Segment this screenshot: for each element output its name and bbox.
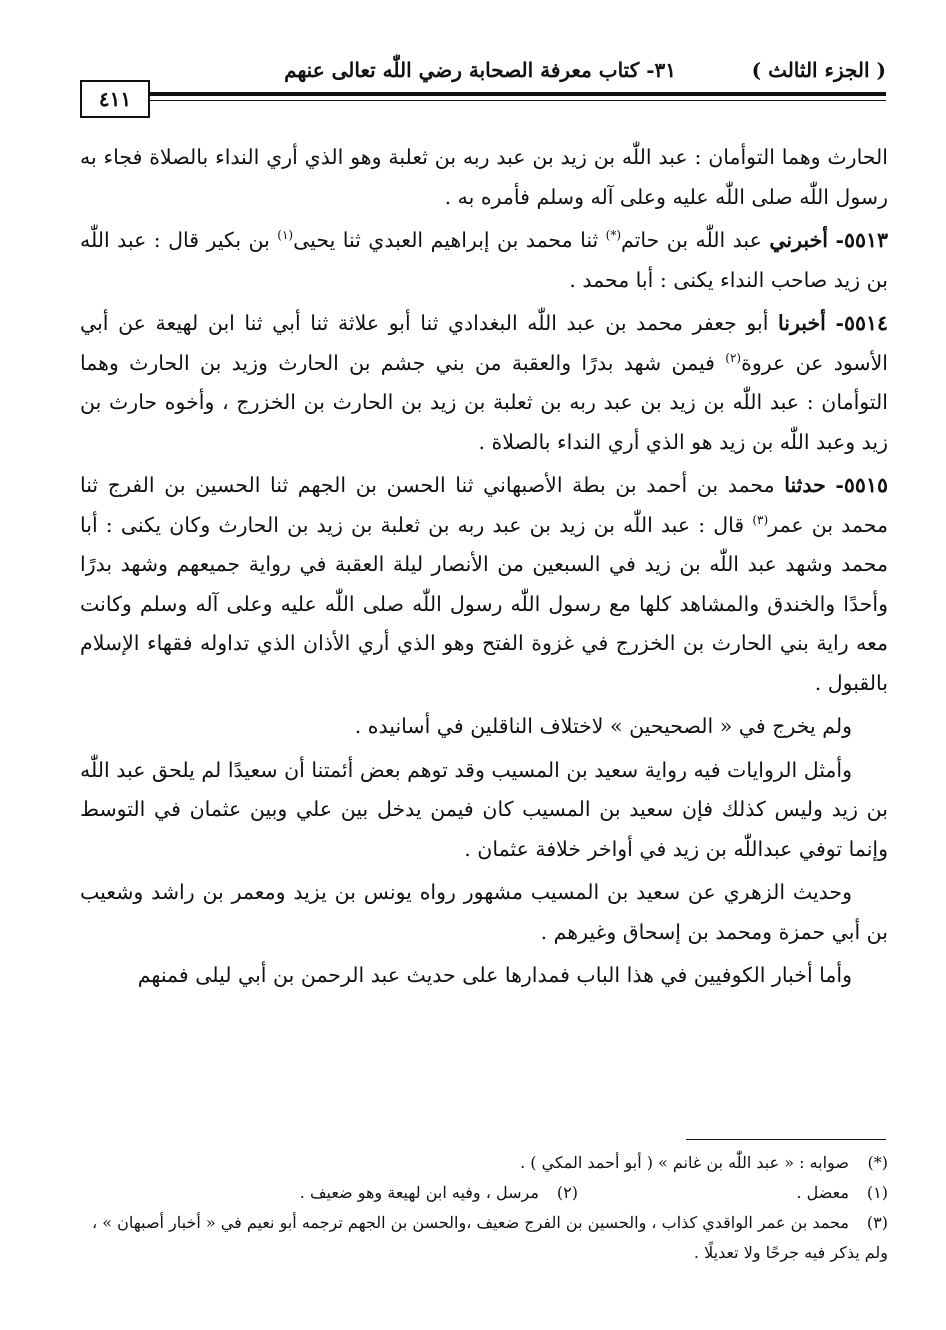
paragraph-text: وحديث الزهري عن سعيد بن المسيب مشهور رواه يونس بن يزيد ومعمر بن راشد وشعيب بن أبي حمزة ومحمد بن إسحاق وغيرهم . bbox=[80, 880, 888, 944]
footnote-ref: (٣) bbox=[752, 512, 769, 527]
footnotes bbox=[80, 1148, 888, 1268]
matn-text: فيمن شهد بدرًا والعقبة من بني جشم بن الحارث وزيد بن الحارث وهما التوأمان : عبد اللّٰه بن زيد بن عبد ربه بن ثعلبة بن زيد بن الحارث بن الخزرج ، وأخوه حارث بن زيد وعبد اللّٰه بن زيد هو الذي أري النداء بالصلاة . bbox=[80, 350, 888, 454]
chapter-title: ٣١- كتاب معرفة الصحابة رضي اللّٰه تعالى عنهم bbox=[284, 58, 676, 82]
footnote-row bbox=[80, 1178, 888, 1208]
commentary-paragraph bbox=[80, 873, 888, 952]
matn-text: بن بكير قال : عبد اللّٰه بن زيد صاحب النداء يكنى : أبا محمد . bbox=[80, 228, 888, 292]
footnote bbox=[578, 1178, 888, 1208]
isnad-text: أبو جعفر محمد بن عبد اللّٰه البغدادي ثنا أبو علاثة ثنا أبي ثنا ابن لهيعة عن أبي الأسود عن عروة bbox=[80, 311, 888, 375]
page-number: ٤١١ bbox=[80, 80, 150, 118]
hadith-5515 bbox=[80, 466, 888, 703]
paragraph-text: وأمثل الروايات فيه رواية سعيد بن المسيب وقد توهم بعض أئمتنا أن سعيدًا لم يلحق عبد اللّٰه بن زيد وليس كذلك فإن سعيد بن المسيب كان فيمن يدخل بين علي وبين عثمان في التوسط وإنما توفي عبداللّٰه بن زيد في أواخر خلافة عثمان . bbox=[80, 757, 888, 861]
footnote bbox=[80, 1148, 888, 1178]
matn-text: قال : عبد اللّٰه بن زيد بن عبد ربه بن ثعلبة بن زيد بن الحارث وكان يكنى : أبا محمد وشهد عبد اللّٰه بن زيد في السبعين من الأنصار ليلة العقبة في رواية جميعهم وشهد بدرًا وأحدًا والخندق والمشاهد كلها مع رسول اللّٰه رسول اللّٰه صلى اللّٰه عليه وعلى آله وسلم وكانت معه راية بني الحارث بن الخزرج في غزوة الفتح وهو الذي أري الأذان الذي تداوله فقهاء الإسلام بالقبول . bbox=[80, 512, 888, 695]
footnote-mark: (٣) bbox=[866, 1213, 888, 1232]
footnote-text: مرسل ، وفيه ابن لهيعة وهو ضعيف . bbox=[299, 1183, 539, 1202]
hadith-number: ٥٥١٤- bbox=[835, 311, 888, 335]
volume-title: ( الجزء الثالث ) bbox=[751, 58, 886, 82]
footnote-mark: (٢) bbox=[556, 1183, 578, 1202]
commentary-paragraph bbox=[80, 956, 888, 996]
header-rule-thick bbox=[146, 92, 886, 96]
isnad-text: محمد بن أحمد بن بطة الأصبهاني ثنا الحسن بن الجهم ثنا الحسين بن الفرج ثنا محمد بن عمر bbox=[80, 473, 888, 537]
commentary-paragraph bbox=[80, 751, 888, 870]
narration-keyword: حدثنا bbox=[784, 473, 826, 497]
footnote-ref: (١) bbox=[277, 228, 294, 243]
footnote-text: صوابه : « عبد اللّٰه بن غانم » ( أبو أحمد المكي ) . bbox=[520, 1153, 849, 1172]
footnote-ref: (*) bbox=[605, 228, 622, 243]
footnote-text: محمد بن عمر الواقدي كذاب ، والحسين بن الفرج ضعيف ،والحسن بن الجهم ترجمه أبو نعيم في « أخبار أصبهان » ، ولم يذكر فيه جرحًا ولا تعديلًا . bbox=[91, 1213, 888, 1262]
narration-keyword: أخبرني bbox=[769, 228, 828, 252]
footnote-ref: (٢) bbox=[725, 350, 742, 365]
hadith-5513 bbox=[80, 221, 888, 300]
isnad-text: عبد اللّٰه بن حاتم bbox=[621, 228, 762, 252]
page-header bbox=[80, 52, 886, 111]
narration-keyword: أخبرنا bbox=[778, 311, 826, 335]
hadith-number: ٥٥١٣- bbox=[835, 228, 888, 252]
isnad-text: ثنا محمد بن إبراهيم العبدي ثنا يحيى bbox=[293, 228, 599, 252]
footnote bbox=[80, 1208, 888, 1268]
paragraph-text: ولم يخرج في « الصحيحين » لاختلاف الناقلين في أسانيده . bbox=[354, 714, 852, 738]
paragraph-text: الحارث وهما التوأمان : عبد اللّٰه بن زيد بن عبد ربه بن ثعلبة وهو الذي أري النداء بالصلاة فجاء به رسول اللّٰه صلى اللّٰه عليه وعلى آله وسلم فأمره به . bbox=[80, 145, 888, 209]
footnote-mark: (*) bbox=[867, 1153, 888, 1172]
footnote-text: معضل . bbox=[796, 1183, 849, 1202]
footnote bbox=[268, 1178, 578, 1208]
paragraph-text: وأما أخبار الكوفيين في هذا الباب فمدارها على حديث عبد الرحمن بن أبي ليلى فمنهم bbox=[137, 963, 852, 987]
footnote-mark: (١) bbox=[866, 1183, 888, 1202]
footnote-separator bbox=[686, 1139, 886, 1140]
commentary-paragraph bbox=[80, 707, 888, 747]
paragraph-continuation bbox=[80, 138, 888, 217]
hadith-number: ٥٥١٥- bbox=[835, 473, 888, 497]
hadith-5514 bbox=[80, 304, 888, 462]
main-text bbox=[80, 138, 888, 1000]
header-rule-thin bbox=[146, 100, 886, 101]
